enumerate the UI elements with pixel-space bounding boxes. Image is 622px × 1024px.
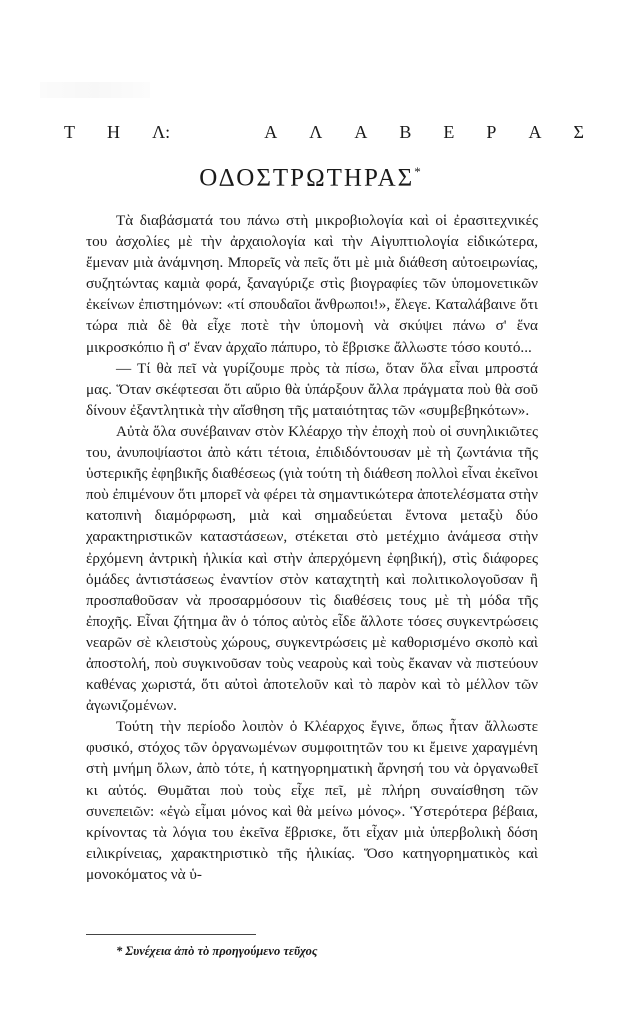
running-head-letter: Α bbox=[354, 122, 368, 142]
running-head-letter: Σ bbox=[573, 122, 584, 142]
chapter-title bbox=[0, 164, 622, 192]
running-head-letter: Ε bbox=[443, 122, 455, 142]
running-head-letter: Η bbox=[107, 122, 121, 142]
body-text bbox=[86, 210, 538, 885]
running-head-letter: Τ bbox=[64, 122, 75, 142]
footnote: * Συνέχεια ἀπὸ τὸ προηγούμενο τεῦχος bbox=[116, 944, 318, 958]
paragraph: Τούτη τὴν περίοδο λοιπὸν ὁ Κλέαρχος ἔγινε, ὅπως ἦταν ἄλλωστε φυσικό, στόχος τῶν ὀργανωμένων συμφοιτητῶν του κι ἔμεινε χαραγμένη στὴ μνήμη ὅλων, ἀπὸ τότε, ἡ κατηγορηματικὴ ἄρνησή του νὰ ὀργανωθεῖ κι αὐτός. Θυμᾶται ποὺ τοὺς εἶχε πεῖ, μὲ πλήρη συναίσθηση τῶν συνεπειῶν: «ἐγὼ εἶμαι μόνος καὶ θὰ μείνω μόνος». Ὑστερότερα βέβαια, κρίνοντας τὰ λόγια του ἐκεῖνα ἔβρισκε, ὅτι εἶχαν μιὰ ὑπερβολικὴ δόση ειλικρίνειας, χαρακτηριστικὸ τῆς ἡλικίας. Ὅσο κατηγορηματικὸς καὶ μονοκόματος νὰ ὑ- bbox=[86, 718, 538, 883]
footnote-rule bbox=[86, 934, 256, 935]
paragraph: Τὰ διαβάσματά του πάνω στὴ μικροβιολογία καὶ οἱ ἐρασιτεχνικές του ἀσχολίες μὲ τὴν ἀρχαιολογία καὶ τὴν Αἰγυπτιολογία εἰδικώτερα, ἔμεναν μιὰ ἀνάμνηση. Μπορεῖς νὰ πεῖς ὅτι μὲ μιὰ διάθεση αὐτοειρωνίας, συζητώντας καμιὰ φορά, ξαναγύριζε στὶς βιογραφίες τῶν ὑπομονετικῶν ἐκείνων ἐπιστημόνων: «τί σπουδαῖοι ἄνθρωποι!», ἔλεγε. Καταλάβαινε ὅτι τώρα πιὰ δὲ θὰ εἶχε ποτὲ τὴν ὑπομονὴ νὰ σκύψει πάνω σ' ἕνα μικροσκόπιο ἢ σ' ἕναν ἀρχαῖο πάπυρο, τὸ ἔβρισκε ἄλλωστε τόσο κουτό... bbox=[86, 212, 538, 356]
chapter-title-text: ΟΔΟΣΤΡΩΤΗΡΑΣ bbox=[199, 164, 415, 192]
paragraph: — Τί θὰ πεῖ νὰ γυρίζουμε πρὸς τὰ πίσω, ὅταν ὅλα εἶναι μπροστά μας. Ὅταν σκέφτεσαι ὅτι αὔριο θὰ ὑπάρξουν ἄλλα πράγματα ποὺ θὰ σοῦ δίνουν ἐξαντλητικὰ τὴν αἴσθηση τῆς ματαιότητας τῶν «συμβεβηκότων». bbox=[86, 359, 538, 419]
running-head-letter: Α bbox=[528, 122, 542, 142]
running-head-gap bbox=[202, 122, 232, 143]
paragraph: Αὐτὰ ὅλα συνέβαιναν στὸν Κλέαρχο τὴν ἐποχὴ ποὺ οἱ συνηλικιῶτες του, ἀνυποψίαστοι ἀπὸ κάτι τέτοια, ἐπιδιδόντουσαν μὲ τὴ ζωντάνια τῆς ὑστερικῆς ἐφηβικῆς διαθέσεως (γιὰ τούτη τὴ διάθεση πολλοὶ εἶναι ἐκεῖνοι ποὺ ἐπιμένουν ὅτι μπορεῖ νὰ φέρει τὰ σημαντικώτερα ἀποτελέσματα στὴν κατοπινὴ διαμόρφωση, μιὰ καὶ σημαδεύεται ἔντονα μεταξὺ δύο χαρακτηριστικῶν καταστάσεων, στέκεται στὸ μετέχμιο ἀνάμεσα στὴν ἐρχόμενη ἀντρικὴ ἡλικία καὶ στὴν ἀπερχόμενη ἐφηβική), στὶς διάφορες ὁμάδες ἀντιστάσεως ἐναντίον στὸν καταχτητὴ καὶ πολιτικολογοῦσαν ἢ προσπαθοῦσαν νὰ προσαρμόσουν τὶς διαθέσεις τους μὲ τὴ μόδα τῆς ἐποχῆς. Εἶναι ζήτημα ἂν ὁ τόπος αὐτὸς εἶδε ἄλλοτε τόσες συγκεντρώσεις νεαρῶν σὲ κλειστοὺς χώρους, συγκεντρώσεις μὲ καθορισμένο σκοπὸ καὶ ἀποστολή, ποὺ συγκινοῦσαν τοὺς νεαροὺς καὶ τοὺς ἔκαναν νὰ πιστεύουν καθένας χωριστά, ὅτι αὐτοὶ ἀποτελοῦν καὶ τὸ παρὸν καὶ τὸ μέλλον τῶν ἀγωνιζομένων. bbox=[86, 422, 538, 715]
faint-printed-mark bbox=[40, 82, 150, 98]
running-head-letter: Λ bbox=[309, 122, 323, 142]
running-head-letter: Β bbox=[399, 122, 412, 142]
running-head-letter: Α bbox=[264, 122, 278, 142]
running-head bbox=[64, 122, 584, 143]
footnote-marker: * bbox=[414, 164, 423, 179]
running-head-letter: Λ: bbox=[152, 122, 171, 142]
running-head-letter: Ρ bbox=[486, 122, 497, 142]
